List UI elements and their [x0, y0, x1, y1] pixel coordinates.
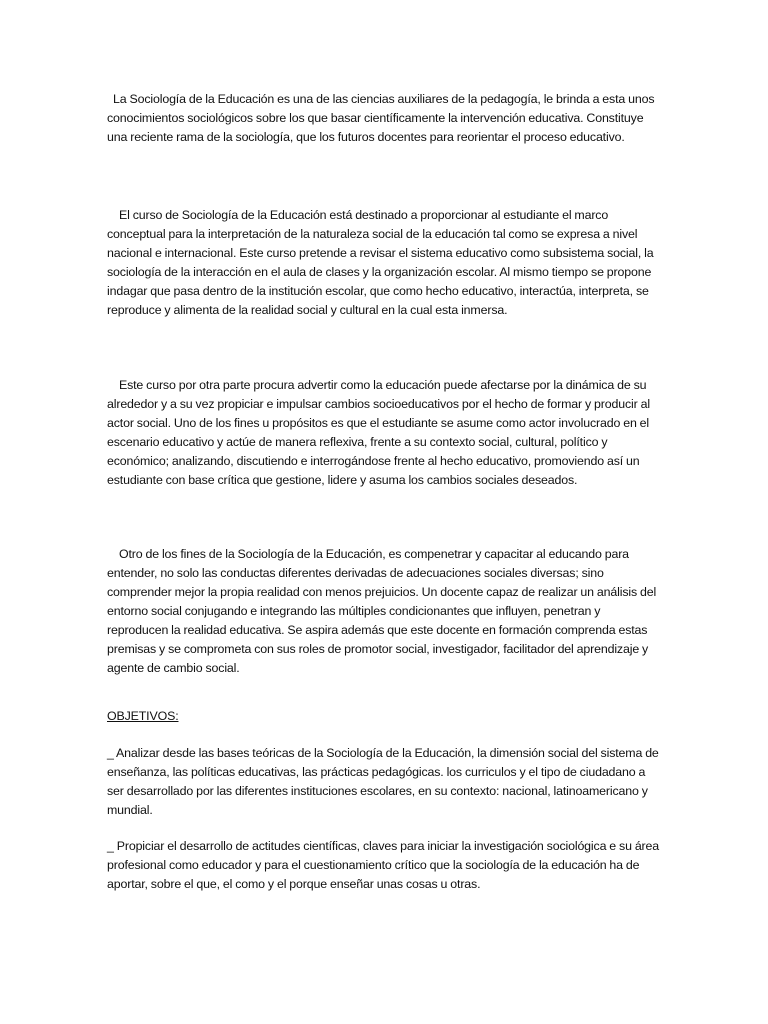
objectives-heading: OBJETIVOS:	[107, 709, 179, 723]
objective-item: _ Propiciar el desarrollo de actitudes científicas, claves para iniciar la investigación sociológica e su área profesional como educador y para el cuestionamiento crítico que la sociología de la educación ha de aportar, sobre el que, el como y el porque enseñar unas cosas u otras.	[107, 839, 663, 891]
course-goals-paragraph: Este curso por otra parte procura advertir como la educación puede afectarse por la dinámica de su alrededor y a su vez propiciar e impulsar cambios socioeducativos por el hecho de formar y producir al actor social. Uno de los fines u propósitos es que el estudiante se asume como actor involucrado en el escenario educativo y actúe de manera reflexiva, frente a su contexto social, cultural, político y económico; analizando, discutiendo e interrogándose frente al hecho educativo, promoviendo así un estudiante con base crítica que gestione, lidere y asuma los cambios sociales deseados.	[107, 378, 653, 487]
course-purpose-paragraph: El curso de Sociología de la Educación está destinado a proporcionar al estudiante el marco conceptual para la interpretación de la naturaleza social de la educación tal como se expresa a nivel nacional e internacional. Este curso pretende a revisar el sistema educativo como subsistema social, la sociología de la interacción en el aula de clases y la organización escolar. Al mismo tiempo se propone indagar que pasa dentro de la institución escolar, que como hecho educativo, interactúa, interpreta, se reproduce y alimenta de la realidad social y cultural en la cual esta inmersa.	[107, 208, 657, 317]
intro-paragraph: La Sociología de la Educación es una de las ciencias auxiliares de la pedagogía, le brinda a esta unos conocimientos sociológicos sobre los que basar científicamente la intervención educativa. Constituye una reciente rama de la sociología, que los futuros docentes para reorientar el proceso educativo.	[107, 92, 658, 144]
objective-item: _ Analizar desde las bases teóricas de la Sociología de la Educación, la dimensión social del sistema de enseñanza, las políticas educativas, las prácticas pedagógicas. los curriculos y el tipo de ciudadano a ser desarrollado por las diferentes instituciones escolares, en su contexto: nacional, latinoamericano y mundial.	[107, 746, 662, 817]
course-ends-paragraph: Otro de los fines de la Sociología de la Educación, es compenetrar y capacitar al educando para entender, no solo las conductas diferentes derivadas de adecuaciones sociales diversas; sino comprender mejor la propia realidad con menos prejuicios. Un docente capaz de realizar un análisis del entorno social conjugando e integrando las múltiples condicionantes que influyen, penetran y reproducen la realidad educativa. Se aspira además que este docente en formación comprenda estas premisas y se comprometa con sus roles de promotor social, investigador, facilitador del aprendizaje y agente de cambio social.	[107, 547, 660, 675]
